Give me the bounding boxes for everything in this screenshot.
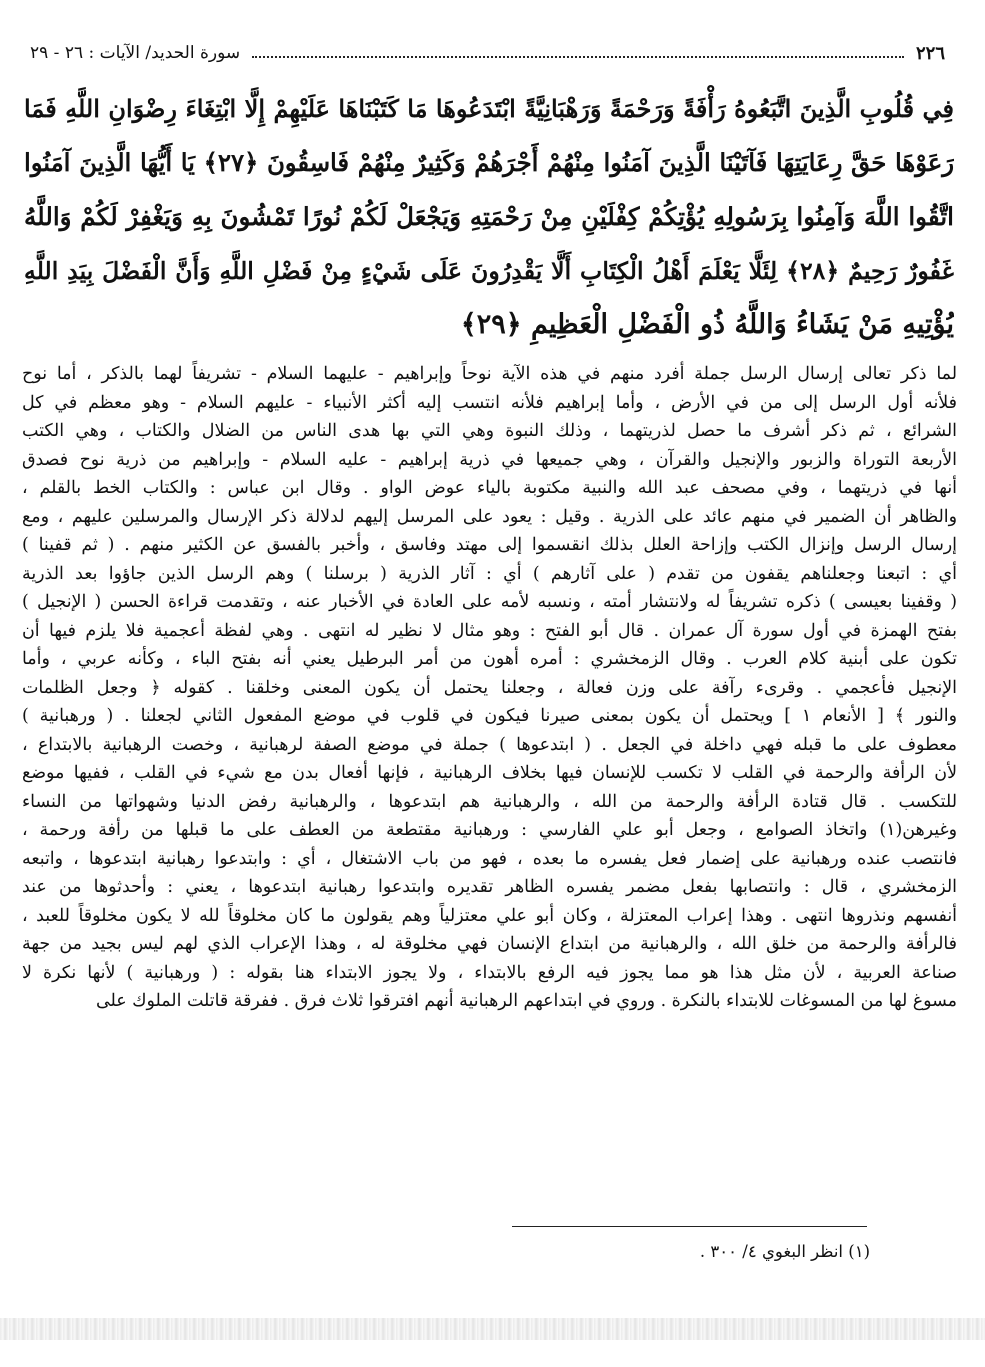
verse-line: اتَّقُوا اللَّهَ وَآمِنُوا بِرَسُولِهِ يُؤْتِكُمْ كِفْلَيْنِ مِنْ رَحْمَتِهِ وَيَجْعَلْ لَكُمْ نُورًا تَمْشُونَ بِهِ وَيَغْفِرْ لَكُمْ وَاللَّهُ <box>24 202 954 231</box>
verse-line: يُؤْتِيهِ مَنْ يَشَاءُ وَاللَّهُ ذُو الْفَضْلِ الْعَظِيمِ ﴿٢٩﴾ <box>460 309 954 340</box>
footnote: (١) انظر البغوي ٤/ ٣٠٠ . <box>699 1242 870 1261</box>
commentary-line: ( وقفينا بعيسى ) ذكره تشريفاً له ولانتشار أمته ، ونسبه لأمه على العادة في الأخبار عنه ، وتقدمت قراءة الحسن ( الإنجيل ) <box>22 592 957 612</box>
commentary-line: إرسال الرسل وإنزال الكتب وإزاحة العلل بذلك انقسموا إلى مهتد وفاسق ، وأخبر بالفسق عن الكثير منهم . ( ثم قفينا ) <box>22 535 957 555</box>
commentary-line: للتكسب . قال قتادة الرأفة والرحمة من الله ، والرهبانية هم ابتدعوها ، والرهبانية رفض الدنيا وشهواتها من النساء <box>22 791 957 812</box>
commentary-line: صناعة العربية ، لأن مثل هذا هو مما يجوز فيه الرفع بالابتداء ، ولا يجوز الابتداء هنا بقوله : ( ورهبانية ) لأنها نكرة لا <box>22 962 957 983</box>
header-dotted-leader <box>252 56 904 58</box>
commentary-text <box>22 360 957 1016</box>
commentary-line: فلأنه أول الرسل إلى من في الأرض ، وأما إبراهيم فلأنه انتسب إليه أكثر الأنبياء - عليهم السلام - وهو معظم في كل <box>22 392 957 413</box>
commentary-line: تكون على أبنية كلام العرب . وقال الزمخشري : أمره أهون من أمر البرطيل يعني أنه بفتح الباء ، وكأنه عربي ، وأما <box>22 649 957 669</box>
commentary-line: لأن الرأفة والرحمة في القلب لا تكسب للإنسان فيها بخلاف الرهبانية ، فإنها أفعال بدن مع شيء في القلب ، ففيها موضع <box>22 763 957 783</box>
commentary-line: والظاهر أن الضمير في منهم عائد على الذرية . وقيل : يعود على المرسل إليهم لدلالة ذكر الإرسال والمرسلين عليهم ، ومع <box>22 506 957 527</box>
page-header <box>30 38 945 68</box>
commentary-line: الأربعة التوراة والزبور والإنجيل والقرآن ، وهي جميعها في ذرية إبراهيم - عليه السلام - وإبراهيم من ذرية نوح فصدق <box>22 449 957 470</box>
commentary-line: لما ذكر تعالى إرسال الرسل جملة أفرد منهم في هذه الآية نوحاً وإبراهيم - عليهما السلام - تشريفاً لهما بالذكر ، أما نوح <box>22 364 957 384</box>
commentary-line: والنور ﴾ [ الأنعام ١ ] ويحتمل أن يكون بمعنى صيرنا فيكون في قلوب في موضع المفعول الثاني لجعلنا . ( ورهبانية ) <box>22 706 957 726</box>
commentary-line: معطوف على ما قبله فهي داخلة في الجعل . ( ابتدعوها ) جملة في موضع الصفة لرهبانية ، وخصت الرهبانية بالابتداع ، <box>22 734 957 755</box>
commentary-line: أي : اتبعنا وجعلناهم يقفون من تقدم ( على آثارهم ) أي : آثار الذرية ( برسلنا ) وهم الرسل الذين جاؤوا بعد الذرية <box>22 563 957 584</box>
commentary-line: وغيرهن(١) واتخاذ الصوامع ، وجعل أبو علي الفارسي : ورهبانية مقتطعة من العطف على ما قبلها من رأفة ورحمة ، <box>22 820 957 840</box>
page-number: ٢٢٦ <box>915 42 945 64</box>
quran-verses-block <box>24 82 954 352</box>
commentary-line: أنفسهم ونذروها انتهى . وهذا إعراب المعتزلة ، وكان أبو علي معتزلياً وهم يقولون ما كان مخلوقاً لله لا يكون مخلوقاً للعبد ، <box>22 905 957 926</box>
footnote-separator <box>512 1226 867 1227</box>
commentary-line: الشرائع ، ثم ذكر أشرف ما حصل لذريتهما ، وذلك النبوة وهي التي بها هدى الناس من الضلال والكتاب ، وهي الكتب <box>22 421 957 441</box>
commentary-line: الإنجيل فأعجمي . وقرىء رآفة على وزن فعالة ، وجعلنا يحتمل أن يكون المعنى وخلقنا . كقوله ﴿ وجعل الظلمات <box>22 677 957 698</box>
verse-line: فِي قُلُوبِ الَّذِينَ اتَّبَعُوهُ رَأْفَةً وَرَحْمَةً وَرَهْبَانِيَّةً ابْتَدَعُوهَا مَا كَتَبْنَاهَا عَلَيْهِمْ إِلَّا ابْتِغَاءَ رِضْوَانِ اللَّهِ فَمَا <box>24 94 954 123</box>
commentary-line: فالرأفة والرحمة من خلق الله ، والرهبانية من ابتداع الإنسان فهي مخلوقة له ، وهذا الإعراب الذي لهم ليس بجيد من جهة <box>22 934 957 954</box>
scan-edge-noise <box>0 1318 985 1340</box>
commentary-line: الزمخشري ، قال : وانتصابها بفعل مضمر يفسره الظاهر تقديره وابتدعوا رهبانية ابتدعوها ، يعني : وأحدثوها من عند <box>22 877 957 897</box>
verse-line: رَعَوْهَا حَقَّ رِعَايَتِهَا فَآتَيْنَا الَّذِينَ آمَنُوا مِنْهُمْ أَجْرَهُمْ وَكَثِيرٌ مِنْهُمْ فَاسِقُونَ ﴿٢٧﴾ يَا أَيُّهَا الَّذِينَ آمَنُوا <box>24 148 954 177</box>
running-title: سورة الحديد/ الآيات : ٢٦ - ٢٩ <box>30 43 241 63</box>
verse-line: غَفُورٌ رَحِيمٌ ﴿٢٨﴾ لِئَلَّا يَعْلَمَ أَهْلُ الْكِتَابِ أَلَّا يَقْدِرُونَ عَلَى شَيْءٍ مِنْ فَضْلِ اللَّهِ وَأَنَّ الْفَضْلَ بِيَدِ اللَّهِ <box>24 257 954 285</box>
commentary-line: مسوغ لها من المسوغات للابتداء بالنكرة . وروي في ابتداعهم الرهبانية أنهم افترقوا ثلاث فرق . ففرقة قاتلت الملوك على <box>96 991 957 1011</box>
commentary-line: فانتصب عنده ورهبانية على إضمار فعل يفسره ما بعده ، فهو من باب الاشتغال ، أي : وابتدعوا رهبانية ابتدعوها ، واتبعه <box>22 848 957 869</box>
commentary-line: بفتح الهمزة في أول سورة آل عمران . قال أبو الفتح : وهو مثال لا نظير له انتهى . وهي لفظة أعجمية فلا يلزم فيها أن <box>22 620 957 641</box>
commentary-line: أنها في ذريتهما ، وفي مصحف عبد الله والنبية مكتوبة بالياء عوض الواو . وقال ابن عباس : والكتاب الخط بالقلم ، <box>22 478 957 498</box>
